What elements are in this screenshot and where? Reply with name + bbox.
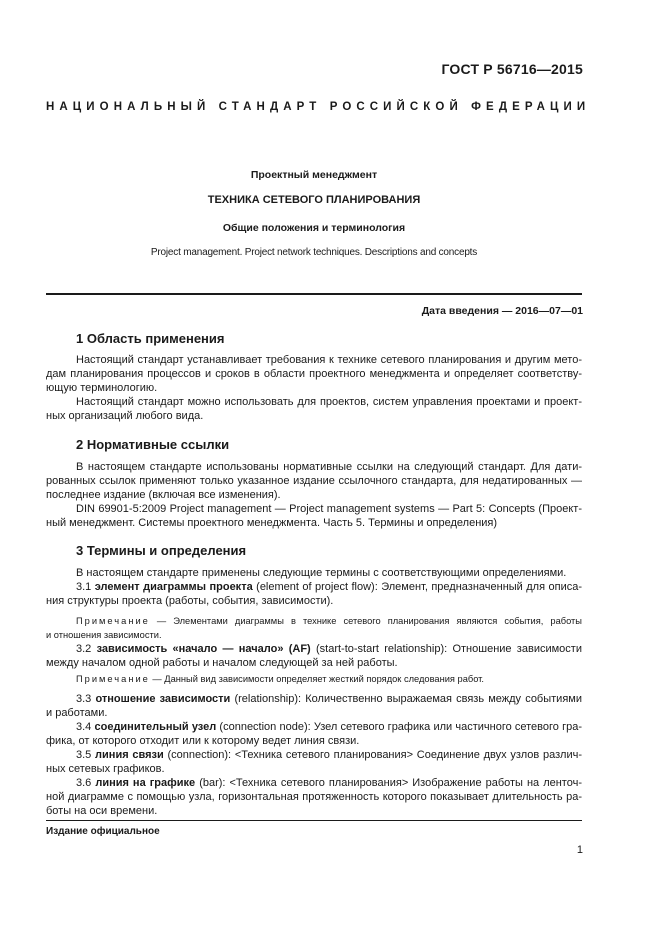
title-english: Project management. Project network techniques. Descriptions and concepts xyxy=(150,247,478,258)
term-3-2-number: 3.2 xyxy=(76,643,92,655)
s2-p2b: ный менеджмент. Системы проектного менеджмента. Часть 5. Термины и определения) xyxy=(46,517,498,529)
term-3-1: элемент диаграммы проекта xyxy=(94,581,253,593)
section-2-heading: 2 Нормативные ссылки xyxy=(76,437,230,452)
term-3-3-number: 3.3 xyxy=(76,693,92,705)
s1-p1b: дам планирования процессов и сроков в области проектного менеджмента и определяет соответству- xyxy=(46,368,582,380)
s2-p1b: рованных ссылок применяют только указанное издание ссылочного стандарта, для недатированных — xyxy=(46,475,582,487)
term-3-6-number: 3.6 xyxy=(76,777,92,789)
term-3-3: отношение зависимости xyxy=(95,693,231,705)
note-1 xyxy=(46,614,582,642)
s2-p1c: последнее издание (включая все изменения). xyxy=(46,489,281,501)
section-2-body xyxy=(46,460,582,530)
effective-date: Дата введения — 2016—07—01 xyxy=(421,305,583,317)
term-3-4: соединительный узел xyxy=(94,721,217,733)
note-2-label: Примечание xyxy=(76,674,150,684)
national-standard-banner: НАЦИОНАЛЬНЫЙ СТАНДАРТ РОССИЙСКОЙ ФЕДЕРАЦИИ xyxy=(46,101,591,113)
term-3-4-def-b: фика, от которого отходит или к которому ведет линия связи. xyxy=(46,735,360,747)
term-3-2-block xyxy=(46,642,582,670)
note-2 xyxy=(46,672,582,686)
note-1-label: Примечание xyxy=(76,616,150,626)
term-3-3-def-a: (relationship): Количественно выражаемая связь между событиями xyxy=(234,693,582,705)
term-3-5-def-a: (connection): <Техника сетевого планирования> Соединение двух узлов различ- xyxy=(167,749,582,761)
term-3-3-def-b: и работами. xyxy=(46,707,108,719)
document-code: ГОСТ Р 56716—2015 xyxy=(441,61,583,77)
terms-3-3-to-3-6 xyxy=(46,692,582,818)
s2-p1a: В настоящем стандарте использованы нормативные ссылки на следующий стандарт. Для дати- xyxy=(76,461,582,473)
title-line-1: Проектный менеджмент xyxy=(250,169,378,181)
header-divider xyxy=(46,293,582,295)
note-2-text: — Данный вид зависимости определяет жесткий порядок следования работ. xyxy=(152,674,484,684)
term-3-5-number: 3.5 xyxy=(76,749,92,761)
title-line-2: ТЕХНИКА СЕТЕВОГО ПЛАНИРОВАНИЯ xyxy=(207,194,421,206)
term-3-1-def-a: (element of project flow): Элемент, предназначенный для описа- xyxy=(256,581,582,593)
s1-p1c: ющую терминологию. xyxy=(46,382,158,394)
section-3-heading: 3 Термины и определения xyxy=(76,543,247,558)
term-3-6-def-c: боты на оси времени. xyxy=(46,805,158,817)
term-3-2-def-b: между началом одной работы и началом следующей за ней работы. xyxy=(46,657,398,669)
section-3-intro-block xyxy=(46,566,582,608)
term-3-5: линия связи xyxy=(95,749,164,761)
title-line-3: Общие положения и терминология xyxy=(222,222,406,234)
s3-intro: В настоящем стандарте применены следующие термины с соответствующими определениями. xyxy=(76,567,567,579)
term-3-6-def-b: ной диаграмме с помощью узла, горизонтальная протяженность которого показывает длительность ра- xyxy=(46,791,582,803)
term-3-4-def-a: (connection node): Узел сетевого графика или частичного сетевого гра- xyxy=(219,721,582,733)
s1-p2b: ных организаций любого вида. xyxy=(46,410,204,422)
term-3-5-def-b: ных сетевых графиков. xyxy=(46,763,165,775)
official-edition-label: Издание официальное xyxy=(46,826,160,837)
term-3-6-def-a: (bar): <Техника сетевого планирования> Изображение работы на ленточ- xyxy=(199,777,582,789)
term-3-1-number: 3.1 xyxy=(76,581,92,593)
footer-divider xyxy=(46,820,582,821)
s2-p2a: DIN 69901-5:2009 Project management — Project management systems — Part 5: Concepts (Проект- xyxy=(76,503,582,515)
term-3-2-def-a: (start-to-start relationship): Отношение зависимости xyxy=(315,643,582,655)
note-1-text-b: и отношения зависимости. xyxy=(46,630,162,640)
s1-p2a: Настоящий стандарт можно использовать для проектов, систем управления проектами и проект- xyxy=(76,396,582,408)
note-1-text-a: — Элементами диаграммы в технике сетевого планирования являются события, работы xyxy=(156,616,582,626)
term-3-4-number: 3.4 xyxy=(76,721,92,733)
s1-p1a: Настоящий стандарт устанавливает требования к технике сетевого планирования и другим мето- xyxy=(76,354,582,366)
section-1-heading: 1 Область применения xyxy=(76,331,225,346)
term-3-6: линия на графике xyxy=(95,777,196,789)
term-3-2: зависимость «начало — начало» (AF) xyxy=(96,643,311,655)
section-1-body xyxy=(46,353,582,423)
term-3-1-def-b: ния структуры проекта (работы, события, зависимости). xyxy=(46,595,334,607)
page-number: 1 xyxy=(576,844,583,856)
